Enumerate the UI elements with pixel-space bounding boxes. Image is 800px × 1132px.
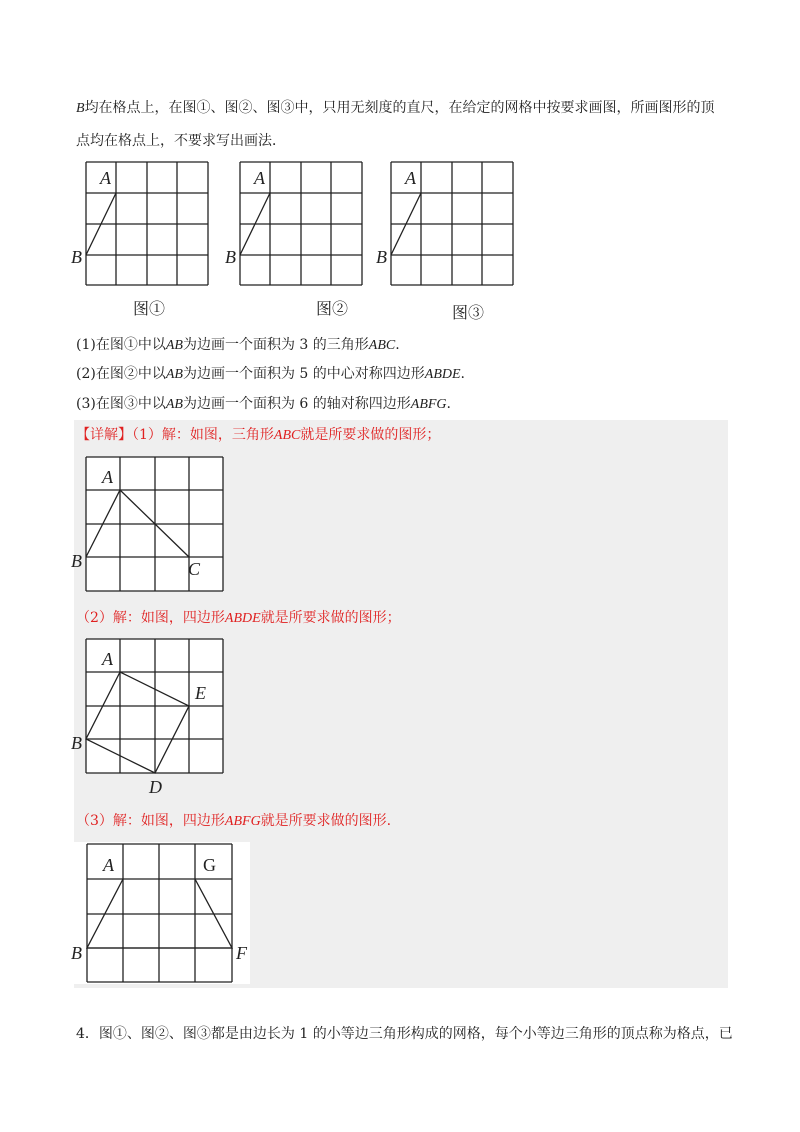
solution-3-text	[76, 811, 391, 832]
solution-2-text	[76, 608, 401, 629]
s1-name: ABC	[273, 428, 301, 443]
label-b: B	[225, 247, 236, 267]
label-g: G	[203, 855, 216, 875]
question-4-intro: 4．图①、图②、图③都是由边长为 1 的小等边三角形构成的网格，每个小等边三角形的顶点称为格点，已	[76, 1026, 733, 1042]
q3-post: .	[446, 396, 451, 412]
var-b: B	[76, 101, 85, 116]
figure-background	[70, 842, 250, 984]
label-b: B	[71, 247, 82, 267]
intro-text-1: 均在格点上，在图①、图②、图③中，只用无刻度的直尺，在给定的网格中按要求画图，所画图形的顶	[84, 100, 715, 116]
solution-2-figure	[70, 637, 230, 797]
figure-3	[375, 160, 525, 290]
label-d: D	[149, 777, 162, 797]
solution-1-text	[76, 425, 440, 446]
s3-name: ABFG	[224, 814, 261, 829]
q1-ab: AB	[165, 338, 183, 353]
caption-fig-3: 图③	[452, 303, 485, 322]
label-a: A	[102, 649, 113, 669]
figure-2	[224, 160, 374, 290]
solution-3-figure	[70, 842, 260, 987]
label-b: B	[71, 943, 82, 963]
q1-name: ABC	[368, 338, 396, 353]
s3-post: 就是所要求做的图形.	[260, 813, 392, 829]
q3-ab: AB	[165, 397, 183, 412]
q1-mid: 为边画一个面积为 3 的三角形	[182, 337, 369, 353]
q1-post: .	[395, 337, 400, 353]
s2-post: 就是所要求做的图形；	[260, 610, 401, 626]
s2-name: ABDE	[224, 611, 261, 626]
figure-1	[70, 160, 220, 290]
label-e: E	[195, 683, 206, 703]
question-2	[76, 364, 465, 385]
s1-pre: （1）解：如图，三角形	[132, 427, 274, 443]
q2-ab: AB	[165, 367, 183, 382]
label-a: A	[254, 168, 265, 188]
s3-pre: （3）解：如图，四边形	[76, 813, 225, 829]
caption-fig-2: 图②	[316, 299, 349, 318]
label-f: F	[236, 943, 247, 963]
q2-post: .	[460, 366, 465, 382]
q1-pre: (1)在图①中以	[76, 337, 166, 353]
caption-fig-1: 图①	[133, 299, 166, 318]
q3-mid: 为边画一个面积为 6 的轴对称四边形	[182, 396, 411, 412]
question-3	[76, 394, 451, 415]
q3-name: ABFG	[410, 397, 447, 412]
label-a: A	[405, 168, 416, 188]
intro-line-2: 点均在格点上，不要求写出画法．	[76, 133, 286, 149]
label-a: A	[103, 855, 114, 875]
q2-pre: (2)在图②中以	[76, 366, 166, 382]
detail-tag: 【详解】	[76, 427, 132, 443]
q2-mid: 为边画一个面积为 5 的中心对称四边形	[182, 366, 425, 382]
q3-pre: (3)在图③中以	[76, 396, 166, 412]
s1-post: 就是所要求做的图形；	[300, 427, 441, 443]
label-a: A	[102, 467, 113, 487]
label-a: A	[100, 168, 111, 188]
label-b: B	[71, 551, 82, 571]
intro-line-1	[76, 98, 715, 119]
question-1	[76, 335, 400, 356]
label-b: B	[71, 733, 82, 753]
label-c: C	[188, 559, 201, 579]
label-b: B	[376, 247, 387, 267]
s2-pre: （2）解：如图，四边形	[76, 610, 225, 626]
q2-name: ABDE	[424, 367, 461, 382]
solution-1-figure	[70, 455, 230, 595]
